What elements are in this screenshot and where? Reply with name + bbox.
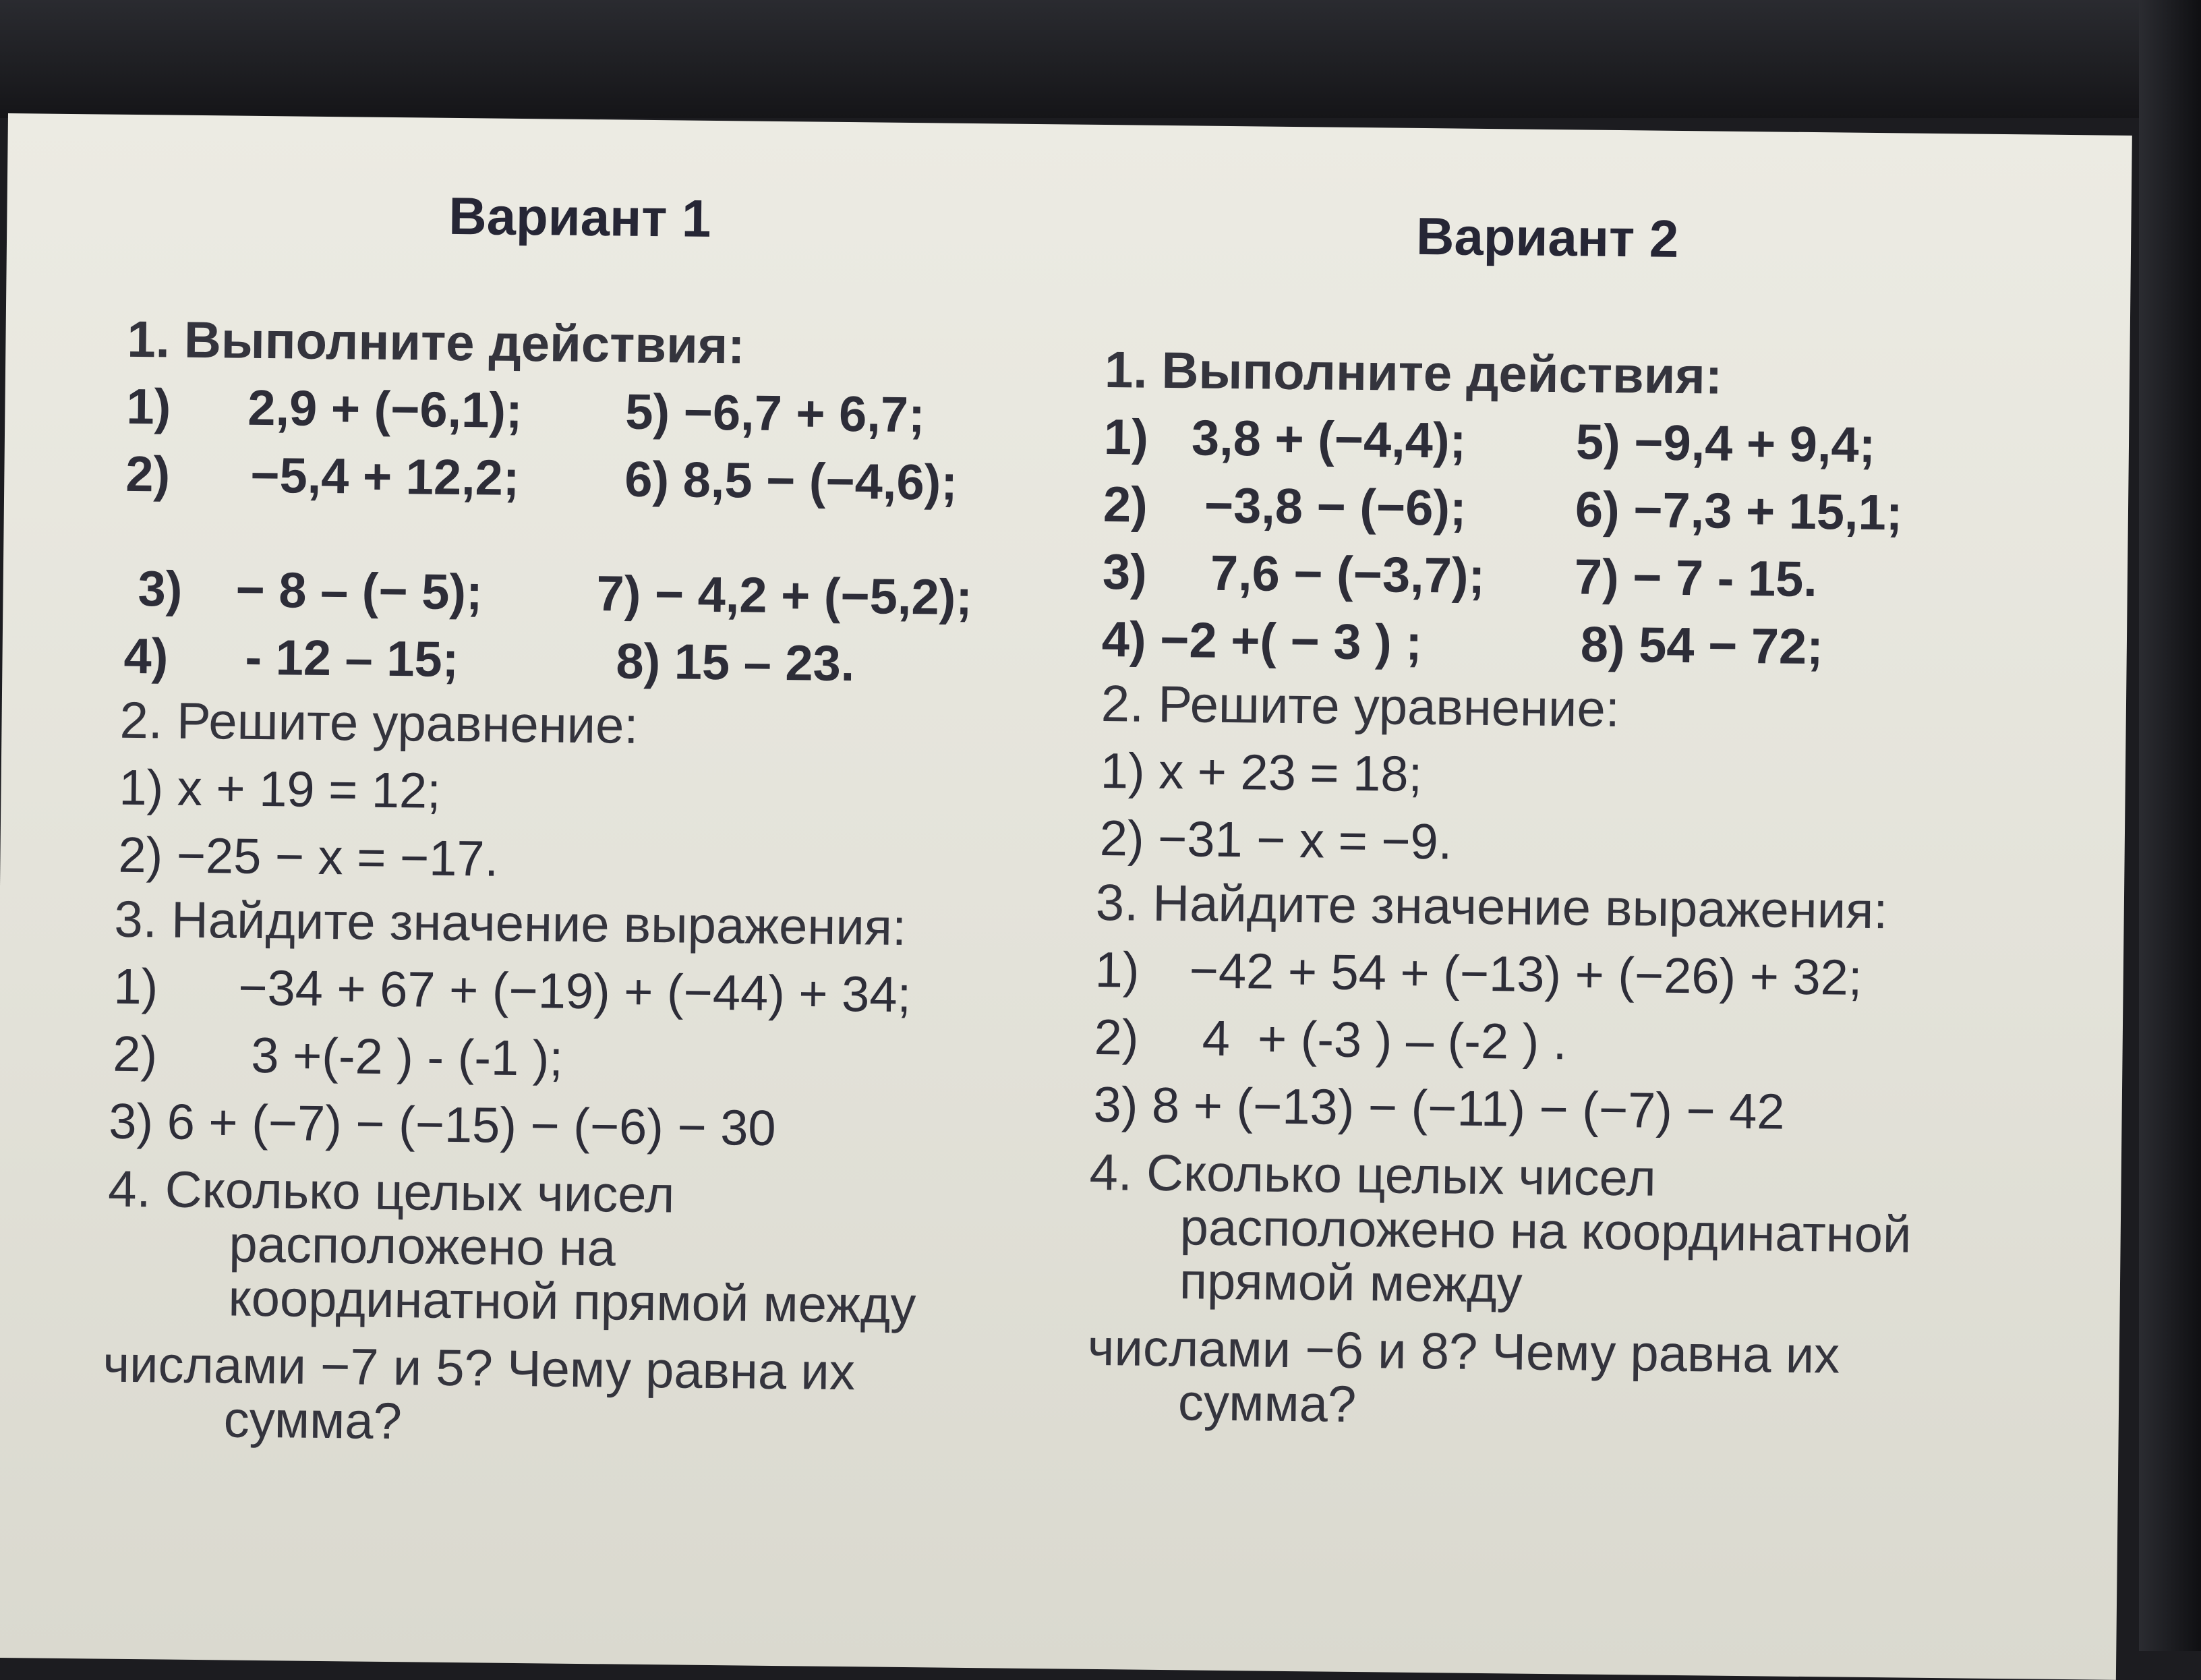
v1-t1-item-8: 8) 15 – 23. xyxy=(616,633,855,692)
v2-task3-heading: 3. Найдите значение выражения: xyxy=(1095,873,1888,940)
v1-t3-num-1: 1) xyxy=(113,958,158,1015)
v2-t1-item-4: 4) −2 +( − 3 ) ; xyxy=(1101,611,1423,670)
v1-t2-item-2: 2) −25 − x = −17. xyxy=(118,826,499,887)
v1-t1-expr-3: − 8 – (− 5); xyxy=(235,561,483,620)
v1-t1-num-1: 1) xyxy=(126,378,171,435)
v2-t1-num-3: 3) xyxy=(1102,544,1148,600)
v1-t1-num-4: 4) xyxy=(123,627,169,685)
v2-t3-expr-1: −42 + 54 + (−13) + (−26) + 32; xyxy=(1189,942,1862,1006)
v2-t1-item-6: 6) −7,3 + 15,1; xyxy=(1575,481,1903,541)
variant-2-title: Вариант 2 xyxy=(1415,206,1679,268)
v1-t1-expr-4: - 12 – 15; xyxy=(245,629,459,688)
v1-t3-expr-2: 3 +(-2 ) - (-1 ); xyxy=(250,1026,564,1087)
v2-t3-item-3: 3) 8 + (−13) − (−11) − (−7) − 42 xyxy=(1093,1076,1786,1140)
v1-t3-expr-1: −34 + 67 + (−19) + (−44) + 34; xyxy=(238,959,912,1023)
v2-t3-expr-2: 4 + (-3 ) – (-2 ) . xyxy=(1202,1010,1567,1070)
monitor-bezel-top xyxy=(0,0,2201,118)
v1-t1-item-7: 7) − 4,2 + (−5,2); xyxy=(596,565,973,626)
v2-t3-num-2: 2) xyxy=(1094,1008,1139,1066)
v2-task4-line-2: расположено на координатной xyxy=(1179,1198,1912,1264)
v2-t1-expr-3: 7,6 − (−3,7); xyxy=(1210,544,1486,604)
v1-t3-num-2: 2) xyxy=(112,1025,158,1082)
v1-t1-num-3: 3) xyxy=(138,560,183,617)
v2-t2-item-2: 2) −31 − x = −9. xyxy=(1099,810,1452,870)
v1-t1-item-6: 6) 8,5 − (−4,6); xyxy=(624,451,958,511)
v1-task4-line-3: координатной прямой между xyxy=(228,1269,916,1335)
v1-task4-line-5: сумма? xyxy=(223,1391,403,1451)
v2-task4-line-5: сумма? xyxy=(1177,1374,1357,1434)
v2-task4-line-1: 4. Сколько целых чисел xyxy=(1089,1143,1657,1207)
v1-t1-expr-1: 2,9 + (−6,1); xyxy=(247,379,523,439)
v1-task2-heading: 2. Решите уравнение: xyxy=(119,691,639,755)
v2-t1-item-8: 8) 54 − 72; xyxy=(1580,616,1824,675)
v1-t1-num-2: 2) xyxy=(125,445,171,502)
v1-t1-expr-2: −5,4 + 12,2; xyxy=(250,446,520,506)
v1-task4-line-2: расположено на xyxy=(229,1215,616,1277)
v2-t1-item-7: 7) − 7 - 15. xyxy=(1574,548,1818,608)
v2-task4-line-3: прямой между xyxy=(1179,1252,1523,1314)
v2-task1-heading: 1. Выполните действия: xyxy=(1104,341,1723,405)
v2-t1-num-2: 2) xyxy=(1103,476,1148,533)
v2-task4-line-4: числами −6 и 8? Чему равна их xyxy=(1087,1319,1840,1385)
worksheet-screen xyxy=(0,113,2132,1680)
v2-task2-heading: 2. Решите уравнение: xyxy=(1100,675,1620,738)
v2-t2-item-1: 1) x + 23 = 18; xyxy=(1100,743,1423,803)
v1-task3-heading: 3. Найдите значение выражения: xyxy=(114,890,907,957)
v1-t2-item-1: 1) x + 19 = 12; xyxy=(119,759,442,819)
v1-t3-item-3: 3) 6 + (−7) − (−15) − (−6) − 30 xyxy=(108,1093,777,1157)
v2-t1-expr-2: −3,8 − (−6); xyxy=(1204,477,1467,536)
v2-t3-num-1: 1) xyxy=(1094,941,1140,998)
v1-t1-item-5: 5) −6,7 + 6,7; xyxy=(624,383,926,443)
v2-t1-expr-1: 3,8 + (−4,4); xyxy=(1191,409,1467,469)
v2-t1-item-5: 5) −9,4 + 9,4; xyxy=(1575,413,1876,473)
v1-task1-heading: 1. Выполните действия: xyxy=(127,310,745,375)
v2-t1-num-1: 1) xyxy=(1103,409,1149,465)
v1-task4-line-1: 4. Сколько целых чисел xyxy=(107,1160,675,1224)
variant-1-title: Вариант 1 xyxy=(448,185,711,248)
monitor-bezel-right xyxy=(2139,0,2201,1651)
v1-task4-line-4: числами −7 и 5? Чему равна их xyxy=(102,1335,856,1401)
